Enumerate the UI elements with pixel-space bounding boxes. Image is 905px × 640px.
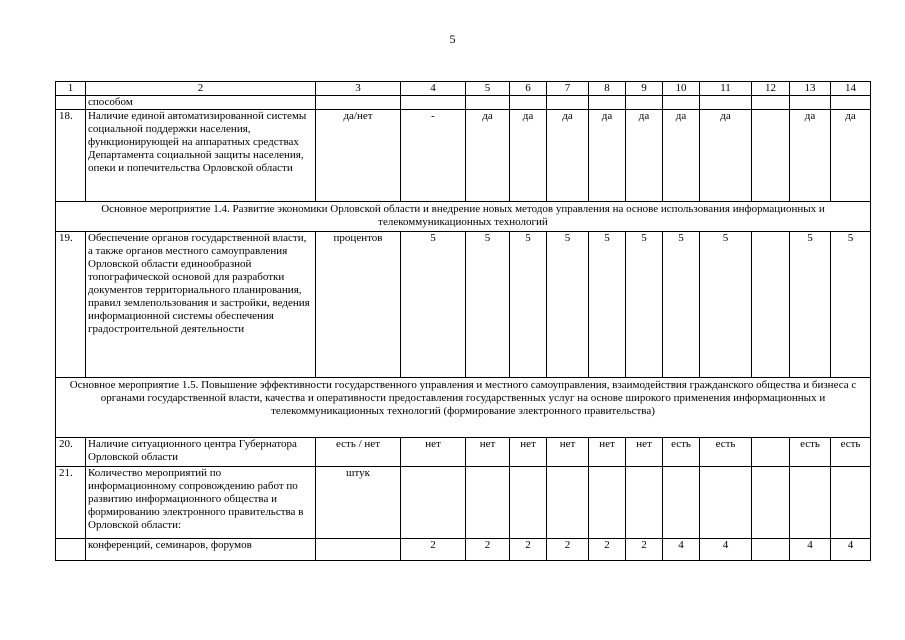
unit-cell: есть / нет xyxy=(316,438,401,467)
value-cell xyxy=(752,110,790,202)
row-name: конференций, семинаров, форумов xyxy=(86,539,316,561)
value-cell: нет xyxy=(547,438,589,467)
page-number: 5 xyxy=(449,32,456,46)
section-row xyxy=(56,378,871,438)
value-cell: да xyxy=(589,110,626,202)
value-cell: 5 xyxy=(466,232,510,378)
header-cell: 2 xyxy=(86,82,316,96)
unit-cell: да/нет xyxy=(316,110,401,202)
value-cell: 4 xyxy=(831,539,871,561)
value-cell: нет xyxy=(626,438,663,467)
row-number: 20. xyxy=(56,438,86,467)
table-row xyxy=(56,96,871,110)
header-cell: 1 xyxy=(56,82,86,96)
row-name: Количество мероприятий по информационному сопровождению работ по развитию информационного общества и формированию электронного правительства в Орловской области: xyxy=(86,467,316,539)
value-cell: 2 xyxy=(589,539,626,561)
table-row xyxy=(56,232,871,378)
unit-cell: штук xyxy=(316,467,401,539)
value-cell xyxy=(752,232,790,378)
value-cell: 5 xyxy=(663,232,700,378)
value-cell xyxy=(752,438,790,467)
table-row xyxy=(56,467,871,539)
header-cell: 5 xyxy=(466,82,510,96)
value-cell: 2 xyxy=(466,539,510,561)
value-cell: да xyxy=(466,110,510,202)
row-name: Наличие единой автоматизированной системы социальной поддержки населения, функционирующей на аппаратных средствах Департамента социальной защиты населения, опеки и попечительства Орловской области xyxy=(86,110,316,202)
value-cell: 2 xyxy=(626,539,663,561)
header-cell: 11 xyxy=(700,82,752,96)
value-cell: - xyxy=(401,110,466,202)
value-cell: нет xyxy=(510,438,547,467)
row-name: Обеспечение органов государственной власти, а также органов местного самоуправления Орловской области единообразной топографической основой для разработки документов территориального планирования, правил землепользования и застройки, ведения информационной системы обеспечения градостроительной деятельности xyxy=(86,232,316,378)
value-cell: 5 xyxy=(589,232,626,378)
value-cell: 2 xyxy=(510,539,547,561)
header-cell: 8 xyxy=(589,82,626,96)
value-cell: есть xyxy=(700,438,752,467)
table-row xyxy=(56,110,871,202)
header-row xyxy=(56,82,871,96)
value-cell xyxy=(752,539,790,561)
value-cell: да xyxy=(547,110,589,202)
unit-cell: процентов xyxy=(316,232,401,378)
value-cell: 5 xyxy=(790,232,831,378)
value-cell: 4 xyxy=(663,539,700,561)
header-cell: 12 xyxy=(752,82,790,96)
value-cell: да xyxy=(510,110,547,202)
indicators-table xyxy=(55,81,871,561)
header-cell: 9 xyxy=(626,82,663,96)
row-number: 21. xyxy=(56,467,86,539)
value-cell: да xyxy=(700,110,752,202)
value-cell: 4 xyxy=(790,539,831,561)
value-cell: нет xyxy=(401,438,466,467)
row-number: 19. xyxy=(56,232,86,378)
row-name: Наличие ситуационного центра Губернатора Орловской области xyxy=(86,438,316,467)
header-cell: 13 xyxy=(790,82,831,96)
value-cell: 2 xyxy=(401,539,466,561)
row-number: 18. xyxy=(56,110,86,202)
header-cell: 3 xyxy=(316,82,401,96)
header-cell: 7 xyxy=(547,82,589,96)
value-cell: 5 xyxy=(510,232,547,378)
value-cell: да xyxy=(626,110,663,202)
value-cell: есть xyxy=(790,438,831,467)
table-row xyxy=(56,438,871,467)
section-row xyxy=(56,202,871,232)
value-cell: 5 xyxy=(831,232,871,378)
row-name: способом xyxy=(86,96,316,110)
value-cell: нет xyxy=(466,438,510,467)
value-cell: да xyxy=(663,110,700,202)
table-row xyxy=(56,539,871,561)
header-cell: 14 xyxy=(831,82,871,96)
value-cell: да xyxy=(831,110,871,202)
value-cell: 5 xyxy=(626,232,663,378)
value-cell: 5 xyxy=(700,232,752,378)
value-cell: 5 xyxy=(547,232,589,378)
section-title: Основное мероприятие 1.4. Развитие экономики Орловской области и внедрение новых методов управления на основе использования информационных и телекоммуникационных технологий xyxy=(56,202,871,232)
header-cell: 10 xyxy=(663,82,700,96)
header-cell: 6 xyxy=(510,82,547,96)
header-cell: 4 xyxy=(401,82,466,96)
value-cell: есть xyxy=(831,438,871,467)
value-cell: да xyxy=(790,110,831,202)
value-cell: есть xyxy=(663,438,700,467)
value-cell: 5 xyxy=(401,232,466,378)
value-cell: 4 xyxy=(700,539,752,561)
section-title: Основное мероприятие 1.5. Повышение эффективности государственного управления и местного самоуправления, взаимодействия гражданского общества и бизнеса с органами государственной власти, качества и оперативности предоставления государственных услуг на основе широкого применения информационных и телекоммуникационных технологий (формирование электронного правительства) xyxy=(56,378,871,438)
value-cell: нет xyxy=(589,438,626,467)
value-cell: 2 xyxy=(547,539,589,561)
